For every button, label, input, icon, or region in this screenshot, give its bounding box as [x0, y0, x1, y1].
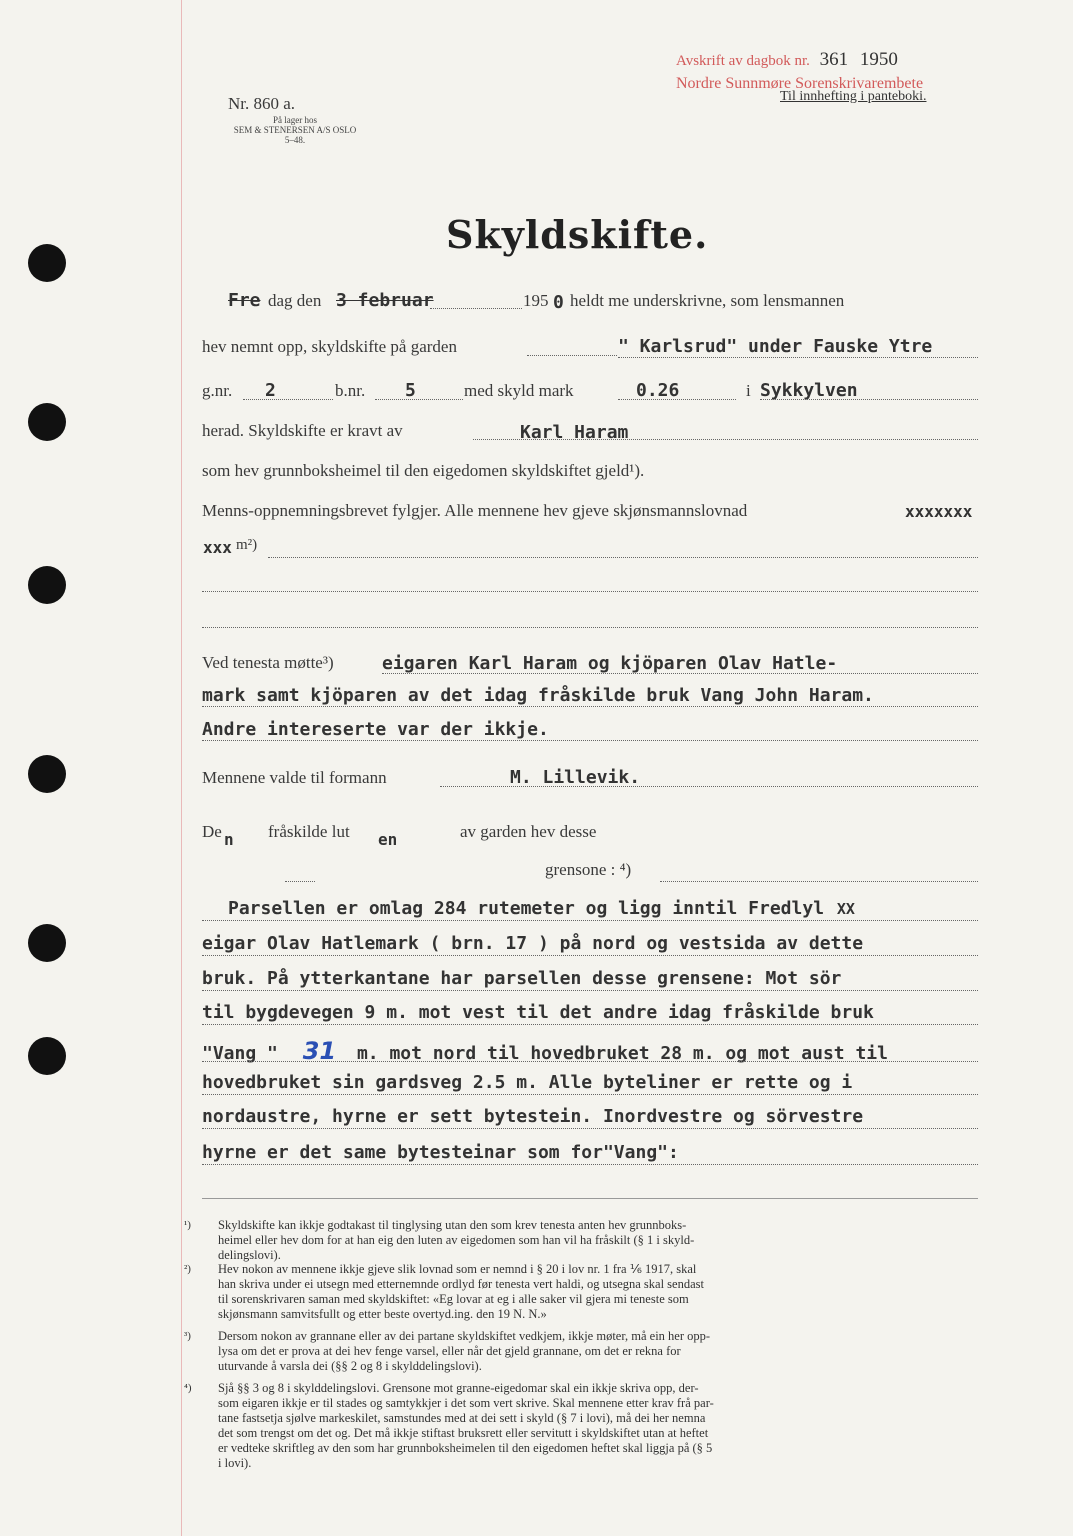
- bnr-label: b.nr.: [335, 381, 366, 400]
- punch-hole: [28, 244, 66, 282]
- page-title: Skyldskifte.: [446, 212, 709, 257]
- crossed-text: XX: [836, 900, 855, 918]
- dotted-line: [268, 557, 978, 558]
- printer-line: 5–48.: [284, 135, 306, 145]
- dotted-line: [202, 920, 978, 921]
- dotted-line: [202, 1024, 978, 1025]
- line5-text: som hev grunnboksheimel til den eigedomen skyldskiftet gjeld¹).: [202, 461, 645, 480]
- line6-text: Menns-oppnemningsbrevet fylgjer. Alle mennene hev gjeve skjønsmannslovnad: [202, 501, 748, 520]
- stamp-prefix: Avskrift av dagbok nr.: [676, 53, 810, 69]
- dotted-line: [202, 1128, 978, 1129]
- year-prefix: 195: [523, 291, 549, 310]
- form-number: Nr. 860 a.: [228, 94, 296, 113]
- footnote-line: er vedteke skriftleg av den som har grunnboksheimelen til den eigedomen heftet skal liggja på (§ 5: [218, 1441, 713, 1455]
- footnote-line: heimel eller hev dom for at han eig den luten av eigedomen som han vil ha fråskilt (§ 1 i skyld-: [218, 1233, 695, 1247]
- margin-line: [181, 0, 182, 1536]
- boundary-text: Parsellen er omlag 284 rutemeter og ligg inntil Fredlyl: [228, 898, 825, 919]
- dotted-line: [375, 399, 463, 400]
- footnote-line: i lovi).: [218, 1456, 252, 1470]
- gnr-value: 2: [265, 380, 276, 401]
- registry-stamp-office: Nordre Sunnmøre Sorenskrivarembete: [676, 75, 924, 92]
- dag-den-label: dag den: [268, 291, 322, 310]
- punch-hole: [28, 1037, 66, 1075]
- dotted-line: [430, 308, 522, 309]
- boundary-text: m. mot nord til hovedbruket 28 m. og mot aust til: [356, 1043, 888, 1064]
- farm-name: " Karlsrud" under Fauske Ytre: [618, 336, 933, 357]
- boundary-line8: hyrne er det same bytesteinar som for"Vang":: [202, 1142, 679, 1163]
- formann-name: M. Lillevik.: [510, 767, 641, 788]
- day-prefix: Fre: [228, 290, 261, 311]
- dotted-line: [202, 627, 978, 628]
- lut-suffix: en: [378, 830, 398, 849]
- dotted-line: [243, 399, 333, 400]
- registry-stamp-note: Til innhefting i panteboki.: [780, 89, 927, 104]
- dotted-line: [202, 706, 978, 707]
- footnote-line: Hev nokon av mennene ikkje gjeve slik lovnad som er nemnd i § 20 i lov nr. 1 fra ⅙ 1917, skal: [218, 1262, 697, 1276]
- dotted-line: [285, 881, 315, 882]
- footnote-line: Skyldskifte kan ikkje godtakast til tinglysing utan den som krev tenesta anten hev grunnboks-: [218, 1218, 687, 1232]
- line4-text: herad. Skyldskifte er kravt av: [202, 421, 403, 440]
- dotted-line: [660, 881, 978, 882]
- footnote-number: ¹): [184, 1219, 191, 1231]
- gnr-label: g.nr.: [202, 381, 233, 400]
- printer-info: [215, 115, 375, 145]
- footnote-line: det som trengst om det og. Det må ikkje stiftast bruksrett eller servitutt i skyldskiftet utan at heftet: [218, 1426, 709, 1440]
- attendees-line1: eigaren Karl Haram og kjöparen Olav Hatle-: [382, 653, 838, 674]
- crossed-text: xxx: [203, 538, 232, 557]
- fraskilde-label: fråskilde lut: [268, 822, 350, 841]
- bnr-value: 5: [405, 380, 416, 401]
- boundary-line4: til bygdevegen 9 m. mot vest til det andre idag fråskilde bruk: [202, 1002, 874, 1023]
- crossed-text: xxxxxxx: [905, 502, 973, 521]
- separator-rule: [202, 1198, 978, 1199]
- boundary-line1: [228, 898, 855, 919]
- dotted-line: [202, 1061, 978, 1062]
- punch-hole: [28, 403, 66, 441]
- dotted-line: [202, 990, 978, 991]
- dagbok-year: 1950: [859, 49, 898, 70]
- punch-hole: [28, 924, 66, 962]
- grensone-label: grensone : ⁴): [545, 860, 632, 879]
- dotted-line: [202, 1164, 978, 1165]
- dotted-line: [202, 1094, 978, 1095]
- boundary-text: "Vang ": [202, 1043, 278, 1064]
- date-value: 3 februar: [336, 290, 434, 311]
- footnote-number: ²): [184, 1263, 191, 1275]
- den-prefix: De: [202, 822, 222, 841]
- formann-label: Mennene valde til formann: [202, 768, 387, 787]
- i-label: i: [746, 381, 751, 400]
- dotted-line: [382, 673, 978, 674]
- line1-text: heldt me underskrivne, som lensmannen: [570, 291, 845, 310]
- footnote-line: lysa om det er prova at dei hev fenge varsel, eller når det gjeld grannane, om det er rekna for: [218, 1344, 681, 1358]
- skyld-label: med skyld mark: [464, 381, 574, 400]
- tenesta-label: Ved tenesta møtte³): [202, 653, 334, 672]
- footnote-line: han skriva under ei utsegn med etternemnde ordlyd før tenesta vert haldi, og utsegna skal sendast: [218, 1277, 704, 1291]
- registry-stamp-line1: [676, 49, 898, 71]
- dotted-line: [202, 591, 978, 592]
- dotted-line: [202, 955, 978, 956]
- footnote-line: Dersom nokon av grannane eller av dei partane skyldskiftet vedkjem, ikkje møter, må ein her opp-: [218, 1329, 711, 1343]
- attendees-line3: Andre intereserte var der ikkje.: [202, 719, 549, 740]
- handwritten-value: 31: [302, 1037, 337, 1065]
- dotted-line: [618, 399, 736, 400]
- footnote-number: ³): [184, 1330, 191, 1342]
- printer-line: SEM & STENERSEN A/S OSLO: [233, 125, 357, 135]
- place-value: Sykkylven: [760, 380, 858, 401]
- footnote-line: til sorenskrivaren saman med skyldskiftet: «Eg lovar at eg i alle saker vil gjera mi teneste som: [218, 1292, 689, 1306]
- boundary-line2: eigar Olav Hatlemark ( brn. 17 ) på nord og vestsida av dette: [202, 933, 864, 954]
- den-suffix: n: [224, 830, 234, 849]
- printer-line: På lager hos: [273, 115, 317, 125]
- dotted-line: [760, 399, 978, 400]
- attendees-line2: mark samt kjöparen av det idag fråskilde bruk Vang John Haram.: [202, 685, 874, 706]
- footnote-line: Sjå §§ 3 og 8 i skylddelingslovi. Grensone mot granne-eigedomar skal ein ikkje skriva opp, der-: [218, 1381, 699, 1395]
- footnote-ref: m²): [236, 537, 258, 553]
- boundary-line6: hovedbruket sin gardsveg 2.5 m. Alle byteliner er rette og i: [202, 1072, 853, 1093]
- footnote-line: tane fastsetja sjølve markeskilet, samstundes med at dei sett i skyld (§ 7 i lovi), må dei her nemna: [218, 1411, 706, 1425]
- skyld-value: 0.26: [636, 380, 680, 401]
- year-suffix: 0: [553, 292, 564, 313]
- footnote-number: ⁴): [184, 1382, 192, 1394]
- dotted-line: [527, 355, 617, 356]
- footnote: [184, 1218, 695, 1263]
- footnote: [184, 1329, 711, 1374]
- boundary-line7: nordaustre, hyrne er sett bytestein. Inordvestre og sörvestre: [202, 1106, 864, 1127]
- footnote-line: delingslovi).: [218, 1248, 281, 1262]
- footnote-line: som eigaren ikkje er til stades og samtykkjer i det som vert skrive. Skal mennene etter krav frå par-: [218, 1396, 714, 1410]
- dotted-line: [618, 357, 978, 358]
- boundary-line3: bruk. På ytterkantane har parsellen desse grensene: Mot sör: [202, 968, 842, 989]
- dotted-line: [202, 740, 978, 741]
- footnote: [184, 1262, 704, 1322]
- punch-hole: [28, 755, 66, 793]
- requester-name: Karl Haram: [520, 422, 629, 443]
- av-garden-label: av garden hev desse: [460, 822, 597, 841]
- line2-text: hev nemnt opp, skyldskifte på garden: [202, 337, 457, 356]
- punch-hole: [28, 566, 66, 604]
- dagbok-number: 361: [819, 49, 849, 70]
- footnote-line: skjønsmann samvitsfullt og etter beste overtyd.ing. den 19 N. N.»: [218, 1307, 547, 1321]
- footnote: [184, 1381, 714, 1471]
- footnote-line: uturvande å varsla dei (§§ 2 og 8 i skylddelingslovi).: [218, 1359, 482, 1373]
